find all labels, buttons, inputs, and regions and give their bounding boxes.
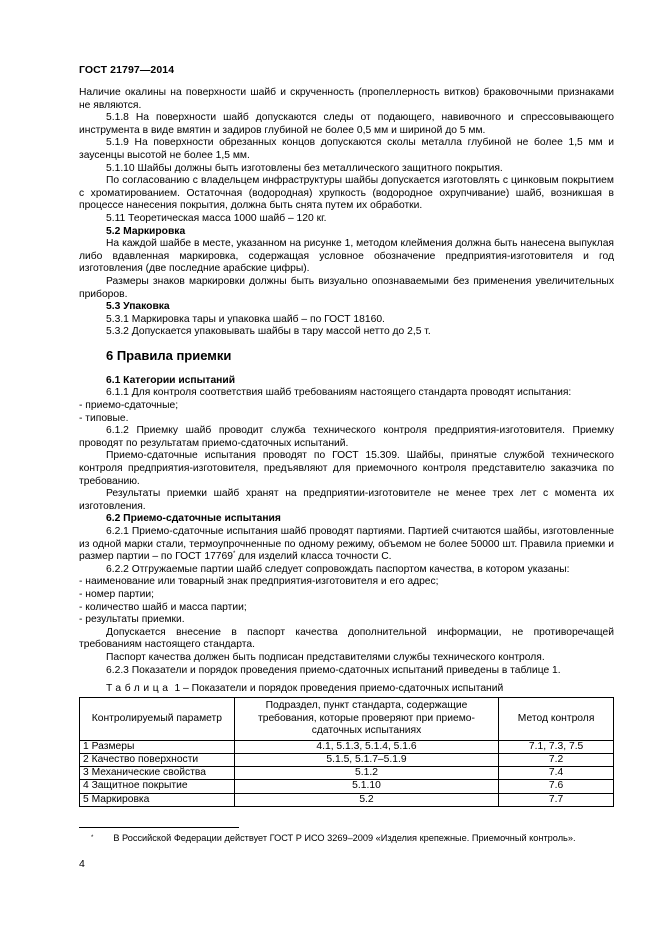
paragraph: Паспорт качества должен быть подписан представителями службы технического контроля. [106, 651, 545, 663]
paragraph: 6.1.2 Приемку шайб проводит служба технического контроля предприятия-изготовителя. Приемку проводят по результатам приемо-сдаточных испытаний. [79, 425, 614, 449]
table-row [80, 793, 614, 806]
table-cell: 1 Размеры [80, 740, 235, 753]
subsection-heading: 6.2 Приемо-сдаточные испытания [106, 513, 281, 525]
section-heading: 6 Правила приемки [106, 347, 232, 363]
table-cell: 5.1.2 [234, 767, 498, 780]
paragraph [79, 526, 614, 564]
subsection-heading: 5.3 Упаковка [106, 301, 170, 313]
footnote [79, 832, 614, 845]
subsection-heading: 5.2 Маркировка [106, 225, 186, 237]
table-row [80, 767, 614, 780]
paragraph: Размеры знаков маркировки должны быть визуально опознаваемыми без применения увеличительных приборов. [79, 275, 614, 300]
table-cell: 7.4 [499, 767, 614, 780]
paragraph: Результаты приемки шайб хранят на предприятии-изготовителе не менее трех лет с момента их изготовления. [79, 488, 614, 512]
footnote-marker: * [91, 835, 94, 841]
paragraph: 5.3.2 Допускается упаковывать шайбы в тару массой нетто до 2,5 т. [106, 326, 431, 338]
paragraph: 5.1.8 На поверхности шайб допускаются следы от подающего, навивочного и спрессовывающего инструмента в виде вмятин и задиров глубиной не более 0,5 мм и шириной до 5 мм. [79, 112, 614, 136]
table-caption-text: 1 – Показатели и порядок проведения приемо-сдаточных испытаний [171, 683, 504, 695]
list-item: - количество шайб и масса партии; [79, 601, 247, 613]
table-cell: 5.1.5, 5.1.7–5.1.9 [234, 753, 498, 766]
paragraph: 5.1.9 На поверхности обрезанных концов допускаются сколы металла глубиной не более 1,5 мм и заусенцы высотой не более 1,5 мм. [79, 137, 614, 161]
list-item: - приемо-сдаточные; [79, 400, 179, 412]
table-cell: 3 Механические свойства [80, 767, 235, 780]
table-header-row [80, 697, 614, 740]
column-header: Контролируемый параметр [80, 697, 235, 740]
document-header: ГОСТ 21797—2014 [79, 64, 175, 76]
paragraph: 5.11 Теоретическая масса 1000 шайб – 120 кг. [106, 212, 327, 224]
paragraph: 6.2.3 Показатели и порядок проведения приемо-сдаточных испытаний приведены в таблице 1. [106, 664, 561, 676]
table-cell: 7.7 [499, 793, 614, 806]
footnote-marker: * [232, 551, 236, 558]
paragraph: 5.3.1 Маркировка тары и упаковка шайб – по ГОСТ 18160. [106, 313, 385, 325]
acceptance-tests-table [79, 697, 614, 807]
table-cell: 4.1, 5.1.3, 5.1.4, 5.1.6 [234, 740, 498, 753]
list-item: - наименование или товарный знак предприятия-изготовителя и его адрес; [79, 576, 439, 588]
document-body [79, 87, 614, 807]
paragraph: 5.1.10 Шайбы должны быть изготовлены без металлического защитного покрытия. [106, 162, 503, 174]
paragraph: Допускается внесение в паспорт качества дополнительной информации, не противоречащей требованиям настоящего стандарта. [79, 626, 614, 651]
list-item: - типовые. [79, 412, 129, 424]
table-row [80, 753, 614, 766]
table-cell: 5.1.10 [234, 780, 498, 793]
table-row [80, 780, 614, 793]
table-cell: 7.1, 7.3, 7.5 [499, 740, 614, 753]
paragraph: 6.1.1 Для контроля соответствия шайб требованиям настоящего стандарта проводят испытания: [106, 387, 572, 399]
paragraph: По согласованию с владельцем инфраструктуры шайбы допускается изготовлять с цинковым покрытием с хроматированием. Остаточная (водородная) хрупкость (водородное охрупчивание) шайб, возникшая в процессе нанесения покрытия, должна быть снята путем их обработки. [79, 175, 614, 212]
list-item: - номер партии; [79, 588, 154, 600]
list-item: - результаты приемки. [79, 614, 185, 626]
column-header: Подраздел, пункт стандарта, содержащие требования, которые проверяют при приемо-сдаточных испытаниях [234, 697, 498, 740]
paragraph: 6.2.2 Отгружаемые партии шайб следует сопровождать паспортом качества, в котором указаны: [106, 563, 570, 575]
table-cell: 5.2 [234, 793, 498, 806]
paragraph: Наличие окалины на поверхности шайб и скрученность (пропеллерность витков) браковочными признаками не являются. [79, 87, 614, 111]
paragraph: Приемо-сдаточные испытания проводят по ГОСТ 15.309. Шайбы, принятые службой технического контроля предприятия-изготовителя, предъявляют для приемочного контроля представителю заказчика по требованию. [79, 450, 614, 487]
table-cell: 7.6 [499, 780, 614, 793]
paragraph: На каждой шайбе в месте, указанном на рисунке 1, методом клеймения должна быть нанесена выпуклая либо вдавленная маркировка, содержащая условное обозначение предприятия-изготовителя и год изготовления (две последние арабские цифры). [79, 238, 614, 275]
page-number: 4 [79, 858, 85, 870]
paragraph-text: для изделий класса точности С. [235, 551, 392, 563]
table-cell: 5 Маркировка [80, 793, 235, 806]
subsection-heading: 6.1 Категории испытаний [106, 374, 236, 386]
table-cell: 7.2 [499, 753, 614, 766]
paragraph-text: 6.2.1 Приемо-сдаточные испытания шайб проводят партиями. Партией считаются шайбы, изготовленные из одной марки стали, термоупрочненные по одному режиму, объемом не более 50000 шт. Правила приемки и размер партии – по ГОСТ 17769 [79, 526, 614, 563]
table-caption [79, 683, 614, 696]
table-row [80, 740, 614, 753]
table-caption-word: Таблица [106, 683, 172, 695]
table-cell: 4 Защитное покрытие [80, 780, 235, 793]
column-header: Метод контроля [499, 697, 614, 740]
footnote-separator [79, 827, 239, 828]
footnote-text: В Российской Федерации действует ГОСТ Р ИСО 3269–2009 «Изделия крепежные. Приемочный контроль». [113, 833, 576, 843]
table-cell: 2 Качество поверхности [80, 753, 235, 766]
